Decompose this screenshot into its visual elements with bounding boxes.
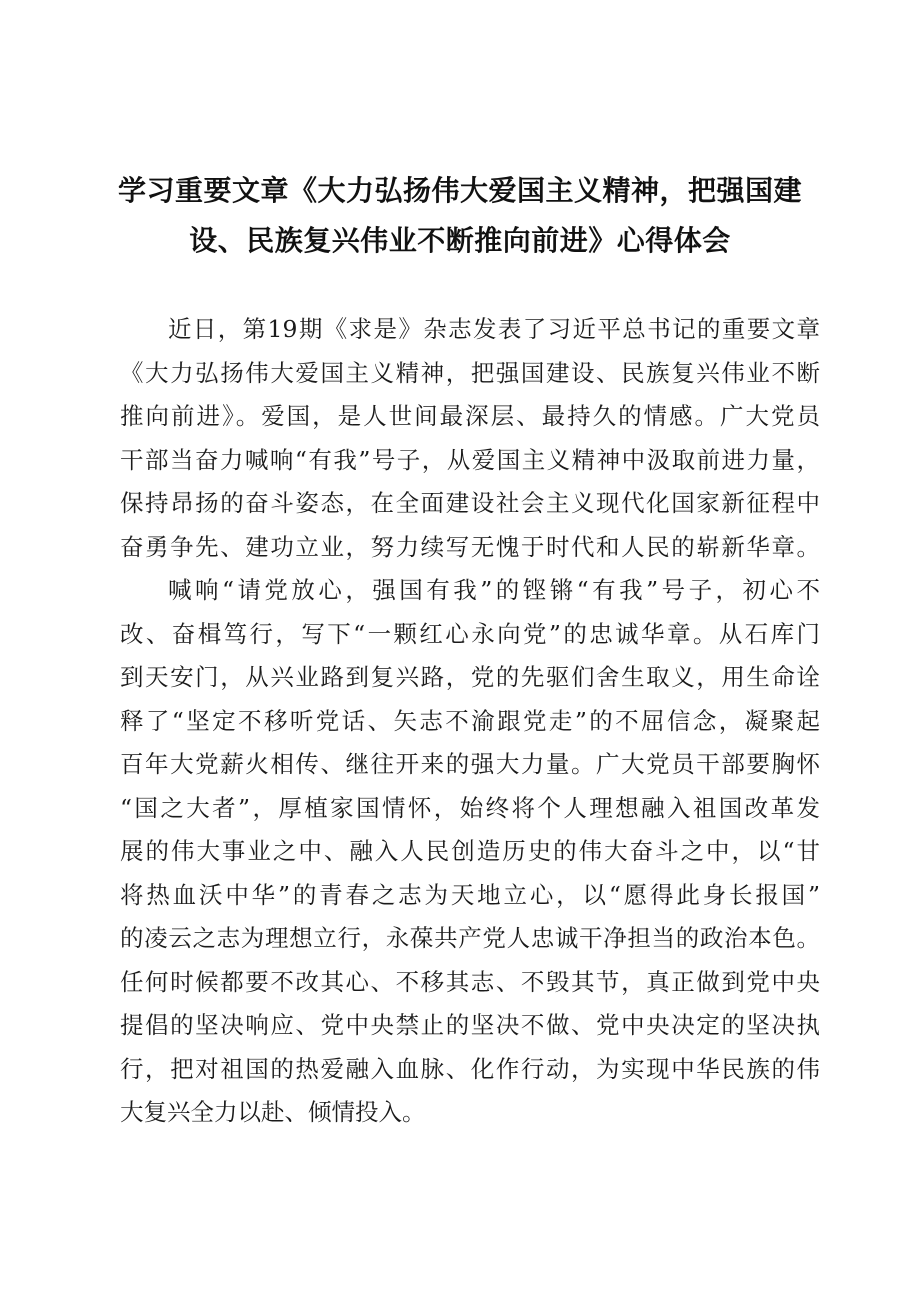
text-line: 释了“坚定不移听党话、矢志不渝跟党走”的不屈信念，凝聚起 xyxy=(120,706,820,735)
text-line: 改、奋楫笃行，写下“一颗红心永向党”的忠诚华章。从石库门 xyxy=(120,619,820,648)
text-line: 行，把对祖国的热爱融入血脉、化作行动，为实现中华民族的伟 xyxy=(120,1054,820,1083)
title-line-1: 学习重要文章《大力弘扬伟大爱国主义精神，把强国建 xyxy=(117,174,802,207)
text-line: 推向前进》。爱国，是人世间最深层、最持久的情感。广大党员 xyxy=(120,402,820,430)
paragraph-1 xyxy=(120,308,820,569)
document-body xyxy=(120,308,820,1135)
text-line: 喊响“请党放心，强国有我”的铿锵“有我”号子，初心不 xyxy=(168,576,820,604)
paragraph-2 xyxy=(120,569,820,1135)
text-line: 干部当奋力喊响“有我”号子，从爱国主义精神中汲取前进力量， xyxy=(120,445,820,474)
text-line: 提倡的坚决响应、党中央禁止的坚决不做、党中央决定的坚决执 xyxy=(120,1011,820,1039)
text-line: 近日，第19期《求是》杂志发表了习近平总书记的重要文章 xyxy=(168,315,820,343)
text-line: 展的伟大事业之中、融入人民创造历史的伟大奋斗之中，以“甘 xyxy=(120,837,820,865)
text-line: 将热血沃中华”的青春之志为天地立心，以“愿得此身长报国” xyxy=(120,880,820,909)
text-line: “国之大者”，厚植家国情怀，始终将个人理想融入祖国改革发 xyxy=(120,793,820,822)
text-line: 的凌云之志为理想立行，永葆共产党人忠诚干净担当的政治本色。 xyxy=(120,924,820,952)
text-line: 《大力弘扬伟大爱国主义精神，把强国建设、民族复兴伟业不断 xyxy=(120,358,820,387)
title-line-2: 设、民族复兴伟业不断推向前进》心得体会 xyxy=(189,224,731,257)
document-title xyxy=(110,166,810,266)
text-line: 任何时候都要不改其心、不移其志、不毁其节，真正做到党中央 xyxy=(120,967,820,996)
text-line: 到天安门，从兴业路到复兴路，党的先驱们舍生取义，用生命诠 xyxy=(120,663,820,691)
text-line: 奋勇争先、建功立业，努力续写无愧于时代和人民的崭新华章。 xyxy=(120,532,820,561)
text-line: 保持昂扬的奋斗姿态，在全面建设社会主义现代化国家新征程中 xyxy=(120,489,820,517)
text-line: 大复兴全力以赴、倾情投入。 xyxy=(120,1098,426,1126)
text-line: 百年大党薪火相传、继往开来的强大力量。广大党员干部要胸怀 xyxy=(120,750,820,778)
